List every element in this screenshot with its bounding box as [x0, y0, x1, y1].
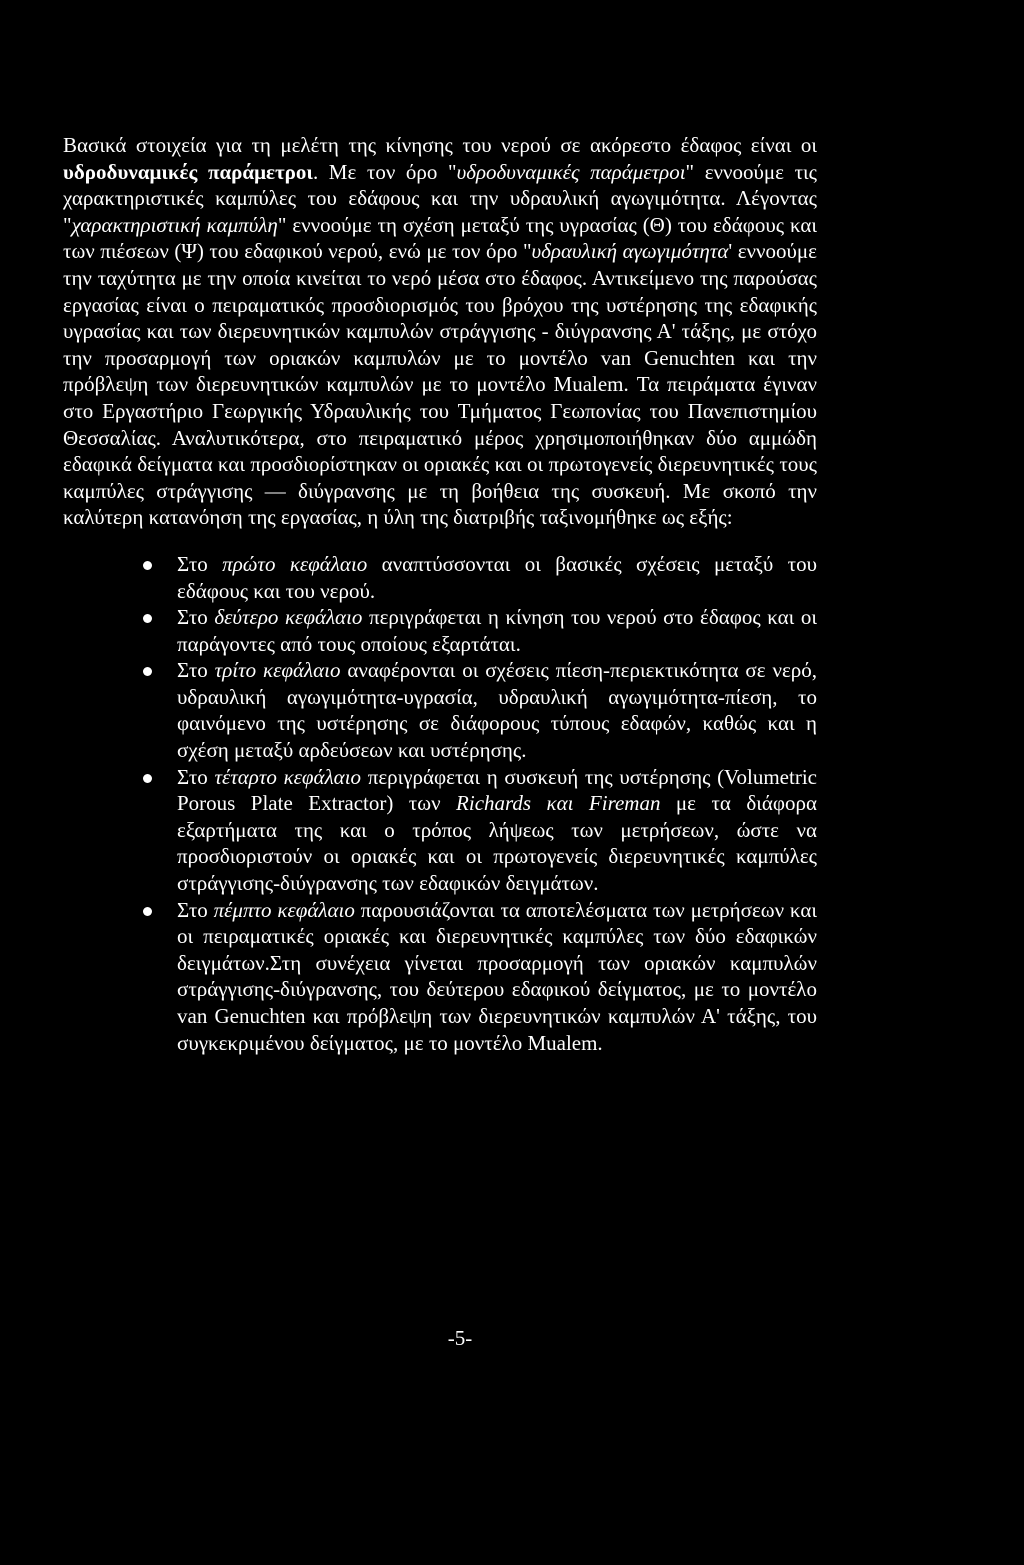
text-run: περιγράφεται η συσκευή της υστέρησης (Volumetric Porous Plate Extractor) των — [177, 764, 817, 816]
chapter-name: πέμπτο κεφάλαιο — [213, 897, 355, 922]
bullet-icon — [143, 667, 152, 676]
list-item — [63, 657, 817, 763]
list-item — [63, 897, 817, 1057]
document-page — [63, 132, 817, 1056]
chapter-name: δεύτερο κεφάλαιο — [214, 605, 363, 630]
text-run: παρουσιάζονται τα αποτελέσματα των μετρήσεων και οι πειραματικές οριακές και διερευνητικές καμπύλες των δύο εδαφικών δειγμάτων.Στη συνέχεια γίνεται προσαρμογή των οριακών καμπυλών στράγγισης-διύγρανσης, του δεύτερου εδαφικού δείγματος, με το μοντέλο van Genuchten και πρόβλεψη των διερευνητικών καμπυλών Α' τάξης, του συγκεκριμένου δείγματος, με το μοντέλο Mualem. — [177, 897, 817, 1055]
text-run: " εννοούμε τη σχέση μεταξύ της υγρασίας (Θ) του εδάφους και των πιέσεων (Ψ) του εδαφικού νερού, ενώ με τον όρο " — [63, 212, 817, 264]
chapter-list — [63, 551, 817, 1056]
chapter-name: πρώτο κεφάλαιο — [222, 551, 368, 576]
bullet-icon — [143, 561, 152, 570]
italic-term: υδραυλική αγωγιμότητα — [531, 239, 729, 264]
intro-paragraph — [63, 132, 817, 531]
chapter-name: τέταρτο κεφάλαιο — [214, 764, 362, 789]
text-run: Στο — [177, 551, 223, 576]
text-run: Στο — [177, 897, 214, 922]
text-run: ' εννοούμε την ταχύτητα με την οποία κινείται το νερό μέσα στο έδαφος. Αντικείμενο της παρούσας εργασίας είναι ο πειραματικός προσδιορισμός του βρόχου της υστέρησης της εδαφικής υγρασίας και των διερευνητικών καμπυλών στράγγισης - διύγρανσης Α' τάξης, με στόχο την προσαρμογή των οριακών καμπυλών με το μοντέλο van Genuchten και την πρόβλεψη των διερευνητικών καμπυλών με το μοντέλο Mualem. Τα πειράματα έγιναν στο Εργαστήριο Γεωργικής Υδραυλικής του Τμήματος Γεωπονίας του Πανεπιστημίου Θεσσαλίας. Αναλυτικότερα, στο πειραματικό μέρος χρησιμοποιήθηκαν δύο αμμώδη εδαφικά δείγματα και προσδιορίστηκαν οι οριακές και οι πρωτογενείς διερευνητικές τους καμπύλες στράγγισης — διύγρανσης με τη βοήθεια της συσκευή. Με σκοπό την καλύτερη κατανόηση της εργασίας, η ύλη της διατριβής ταξινομήθηκε ως εξής: — [63, 239, 817, 530]
text-run: με τα διάφορα εξαρτήματα της και ο τρόπος λήψεως των μετρήσεων, ώστε να προσδιοριστούν οι οριακές και οι πρωτογενείς διερευνητικές καμπύλες στράγγισης-διύγρανσης των εδαφικών δειγμάτων. — [177, 791, 817, 896]
list-item — [63, 764, 817, 897]
text-run: . Με τον όρο " — [312, 159, 457, 184]
text-run: αναφέρονται οι σχέσεις πίεση-περιεκτικότητα σε νερό, υδραυλική αγωγιμότητα-υγρασία, υδραυλική αγωγιμότητα-πίεση, το φαινόμενο της υστέρησης σε διάφορους τύπους εδαφών, καθώς και η σχέση μεταξύ αρδεύσεων και υστέρησης. — [177, 658, 817, 763]
text-run: Στο — [177, 605, 215, 630]
text-run: Στο — [177, 658, 215, 683]
text-run: Στο — [177, 764, 215, 789]
text-run: " εννοούμε τις χαρακτηριστικές καμπύλες του εδάφους και την υδραυλική αγωγιμότητα. Λέγοντας " — [63, 159, 817, 237]
list-item — [63, 604, 817, 657]
bullet-icon — [143, 774, 152, 783]
text-run: αναπτύσσονται οι βασικές σχέσεις μεταξύ του εδάφους και του νερού. — [177, 551, 817, 603]
author-names: Richards και Fireman — [456, 791, 661, 816]
list-item — [63, 551, 817, 604]
text-run: Βασικά στοιχεία για τη μελέτη της κίνησης του νερού σε ακόρεστο έδαφος είναι οι — [63, 133, 817, 157]
bullet-icon — [143, 614, 152, 623]
page-number: -5- — [447, 1326, 473, 1350]
bold-term: υδροδυναμικές παράμετροι — [63, 159, 313, 184]
italic-term: χαρακτηριστική καμπύλη — [71, 212, 278, 237]
italic-term: υδροδυναμικές παράμετροι — [456, 159, 686, 184]
chapter-name: τρίτο κεφάλαιο — [214, 658, 341, 683]
bullet-icon — [143, 907, 152, 916]
text-run: περιγράφεται η κίνηση του νερού στο έδαφος και οι παράγοντες από τους οποίους εξαρτάται. — [177, 605, 817, 656]
